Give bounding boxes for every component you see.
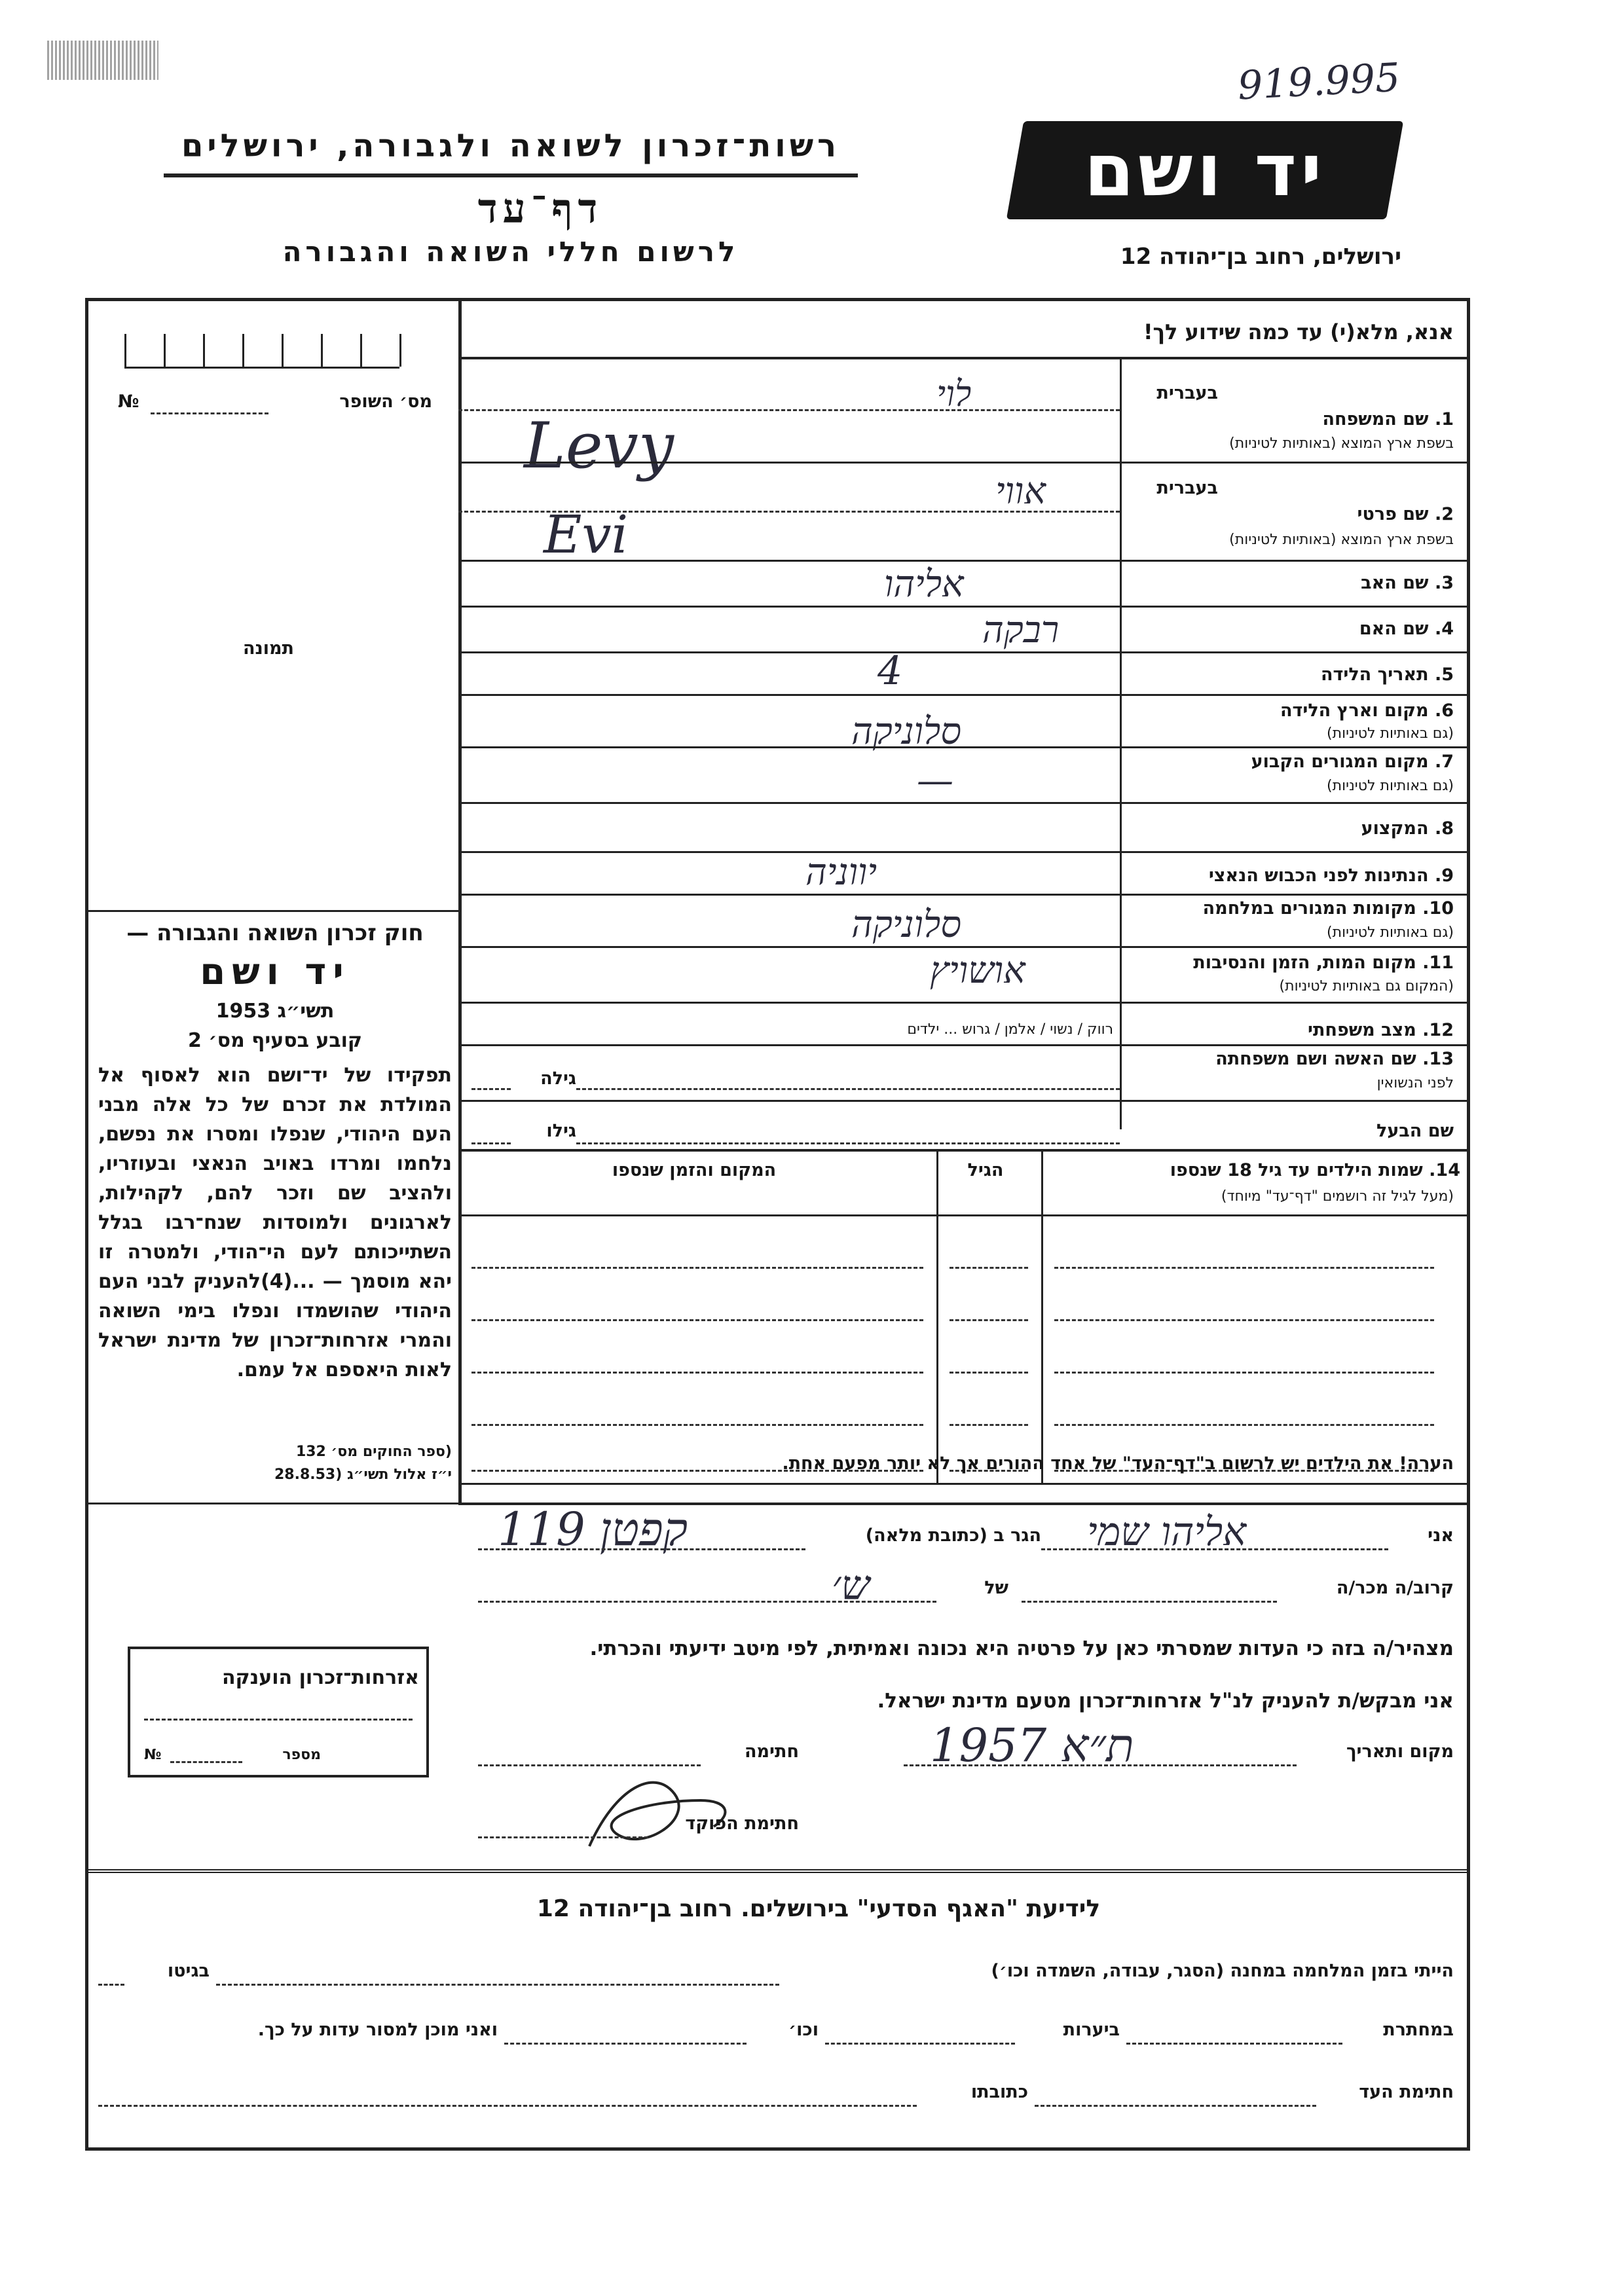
table-row: [950, 1372, 1028, 1374]
place-date-line: [904, 1764, 1297, 1766]
husband-line: [576, 1142, 1120, 1144]
field-13-age-line: [471, 1088, 511, 1090]
field-1-line-a: [458, 409, 1120, 411]
footer-line2-a: במחתרת: [1383, 2020, 1454, 2040]
children-header-line: [458, 1214, 1470, 1216]
footer-line1-end: בגיטו: [167, 1961, 210, 1981]
field-13-sub: לפני הנשואין: [1376, 1075, 1454, 1091]
of-value: ש׳: [832, 1561, 870, 1609]
field-13-line-a: [576, 1088, 1120, 1090]
table-row: [1054, 1319, 1434, 1321]
field-8-line: [458, 851, 1470, 853]
children-place-header: המקום והזמן שנספו: [612, 1160, 777, 1180]
children-note: הערה! את הילדים יש לרשום ב"דף־העד" של אחד ההורים אך לא יותר מפעם אחת.: [782, 1453, 1454, 1474]
form-subtitle: לרשום חללי השואה והגבורה: [282, 236, 739, 268]
table-row: [1054, 1372, 1434, 1374]
left-column-divider: [458, 298, 462, 1503]
field-2-value-latin: Evi: [544, 504, 629, 565]
relative-line: [1022, 1601, 1277, 1603]
footer-line2-c-blank: [504, 2043, 747, 2045]
law-clause: קובע בסעיף מס׳ 2: [187, 1029, 363, 1052]
field-1-lang: בעברית: [1156, 383, 1218, 403]
field-2-label: 2. שם פרטי: [1357, 504, 1454, 524]
citizenship-mark: №: [144, 1747, 162, 1763]
footer-line2-b: ביערות: [1063, 2020, 1120, 2040]
field-9-label: 9. הנתינות לפני הכבוש הנאצי: [1208, 866, 1454, 886]
declarant-name: אליהו שמי: [1087, 1509, 1247, 1555]
law-source: (ספר החוקים מס׳ 132: [295, 1444, 452, 1460]
label-column-divider: [1120, 357, 1122, 1129]
field-3-label: 3. שם האב: [1361, 573, 1454, 593]
field-5-line: [458, 694, 1470, 696]
children-bottom-line: [458, 1483, 1470, 1485]
citizenship-no-line: [170, 1761, 242, 1763]
place-date-label: מקום ותאריך: [1346, 1741, 1454, 1762]
declaration-text: מצהיר/ה בזה כי העדות שמסרתי כאן על פרטיה היא נכונה ואמיתית, לפי מיטב ידיעתי והכרתי.: [589, 1637, 1454, 1660]
table-row: [471, 1372, 923, 1374]
field-11-sub: (המקום גם באותיות לטיניות): [1279, 978, 1454, 994]
field-5-value: 4: [877, 648, 903, 694]
footer-line1: הייתי בזמן המלחמה במחנה (הסגר, עבודה, השמדה וכו׳): [991, 1961, 1454, 1981]
registration-label: מס׳ השופר: [339, 392, 432, 412]
residing-label: הגר ב (כתובת מלאה): [865, 1525, 1041, 1546]
table-row: [1054, 1424, 1434, 1426]
children-col-divider-a: [936, 1149, 938, 1483]
field-10-value: סלוניקה: [851, 903, 962, 946]
field-9-value: יווניה: [805, 851, 877, 894]
of-line: [478, 1601, 936, 1603]
field-2-line-b: [458, 560, 1470, 562]
footer-line3-b: כתובתו: [970, 2082, 1028, 2102]
field-13-age-label: גילה: [540, 1068, 576, 1089]
field-12-label: 12. מצב משפחתי: [1308, 1020, 1454, 1040]
field-10-sub: (גם באותיות לטיניות): [1327, 924, 1454, 941]
field-5-label: 5. תאריך הלידה: [1320, 665, 1454, 685]
citizenship-no-label: מספר: [282, 1747, 321, 1763]
field-7-label: 7. מקום המגורים הקבוע: [1251, 752, 1454, 772]
registration-line: [151, 412, 268, 414]
field-2-line-a: [458, 511, 1120, 513]
field-11-label: 11. מקום המות, הזמן והנסיבות: [1193, 953, 1454, 973]
table-row: [950, 1267, 1028, 1269]
field-7-line: [458, 802, 1470, 804]
table-row: [950, 1424, 1028, 1426]
field-2-sub: בשפת ארץ המוצא (באותיות לטיניות): [1229, 532, 1454, 548]
field-9-line: [458, 894, 1470, 896]
field-6-label: 6. מקום וארץ הלידה: [1280, 701, 1454, 721]
signature-label: חתימה: [744, 1741, 799, 1762]
law-bottom-line: [85, 1503, 458, 1504]
table-row: [1054, 1267, 1434, 1269]
declarant-i-label: אני: [1428, 1525, 1454, 1546]
address: ירושלים, רחוב בן־יהודה 12: [1120, 244, 1401, 270]
children-sub: (מעל לגיל זה רושמים "דף־עד" מיוחד): [1221, 1188, 1454, 1205]
field-11-value: אושויץ: [930, 949, 1025, 992]
footer-line1-end-blank: [98, 1984, 124, 1986]
children-col-divider-b: [1041, 1149, 1043, 1483]
field-1-value-latin: Levy: [524, 409, 674, 483]
field-1-line-b: [458, 462, 1470, 464]
relative-label: קרוב/ה מכר/ה: [1336, 1578, 1454, 1598]
law-top-line: [85, 910, 458, 912]
husband-age-label: גילו: [546, 1121, 576, 1141]
registration-mark: №: [118, 392, 139, 412]
place-date-value: ת״א 1957: [930, 1719, 1134, 1772]
field-1-label: 1. שם המשפחה: [1322, 409, 1454, 429]
footer-line3-b-blank: [98, 2105, 917, 2107]
husband-divider: [458, 1149, 1470, 1152]
children-label: 14. שמות הילדים עד גיל 18 שנספו: [1170, 1160, 1460, 1180]
citizenship-line: [144, 1719, 413, 1721]
table-row: [471, 1319, 923, 1321]
law-name: יד ושם: [200, 951, 350, 993]
field-4-label: 4. שם האם: [1359, 619, 1454, 639]
footer-line1-blank: [216, 1984, 779, 1986]
husband-label: שם הבעל: [1376, 1121, 1454, 1141]
declarant-name-line: [1041, 1548, 1388, 1550]
field-12-line: [458, 1044, 1470, 1046]
footer-line3-a-blank: [1035, 2105, 1316, 2107]
field-8-label: 8. המקצוע: [1361, 818, 1454, 839]
field-6-value: סלוניקה: [851, 710, 962, 753]
field-4-value: רבקה: [982, 609, 1060, 651]
field-13-line: [458, 1100, 1470, 1102]
field-1-sub: בשפת ארץ המוצא (באותיות לטיניות): [1229, 435, 1454, 452]
declarant-address: קפטן 119: [498, 1503, 688, 1556]
archive-number: 919.995: [1236, 54, 1401, 109]
field-6-sub: (גם באותיות לטיניות): [1327, 725, 1454, 742]
field-7-value: —: [917, 759, 953, 802]
field-2-lang: בעברית: [1156, 478, 1218, 498]
citizenship-box-title: אזרחות־זכרון הוענקה: [221, 1666, 419, 1689]
stamp-mark: [47, 41, 158, 80]
yad-vashem-logo: [1006, 121, 1403, 219]
law-text: תפקידו של יד־ושם הוא לאסוף אל המולדת את זכרם של כל אלה מבני העם היהודי, שנפלו ומסרו את נפשם, נלחמו ומרדו באויב הנאצי ובעוזריו, ולהציב שם וזכר להם, לקהילות, לארגונים ולמוסדות שנח־רבו בגלל השתייכותם לעם הי־הודי, ולמטרה זו יהא מוסמך — ...(4)להעניק לבני העם היהודי שהושמדו ונפלו בימי השואה והמרי אזרחות־זכרון של מדינת ישראל לאות היאספם אל עמם.: [98, 1064, 452, 1381]
of-label: של: [984, 1578, 1008, 1598]
table-row: [950, 1319, 1028, 1321]
footer-line2-a-blank: [1126, 2043, 1342, 2045]
footer-line2-b-blank: [825, 2043, 1015, 2045]
instruction-divider: [458, 357, 1470, 359]
field-4-line: [458, 651, 1470, 653]
field-3-value: אליהו: [884, 563, 964, 606]
field-3-line: [458, 606, 1470, 608]
declarant-address-line: [478, 1548, 805, 1550]
logo-text: יד ושם: [1084, 128, 1326, 212]
officer-signature-label: חתימת הפוקד: [685, 1813, 799, 1834]
field-1-value-hebrew: לוי: [936, 373, 972, 414]
form-title: דף־עד: [477, 185, 603, 232]
field-6-line: [458, 746, 1470, 748]
field-2-value-hebrew: אווי: [995, 470, 1046, 513]
law-date: י״ז אלול תשי״ג (28.8.53: [274, 1467, 452, 1483]
field-10-label: 10. מקומות המגורים במלחמה: [1202, 898, 1454, 919]
footer-line2-c: וכו׳: [788, 2020, 819, 2040]
instruction: אנא, מלא(י) עד כמה שידוע לך!: [1143, 319, 1454, 344]
photo-label: תמונה: [242, 638, 295, 659]
footer-line3-a: חתימת העד: [1359, 2082, 1454, 2102]
registration-box: [118, 327, 432, 367]
table-row: [471, 1424, 923, 1426]
footer-heading: לידיעת "האגף הסדעי" בירושלים. רחוב בן־יהודה 12: [536, 1895, 1101, 1922]
table-row: [471, 1267, 923, 1269]
field-12-value: רווק / נשוי / אלמן / גרוש ... ילדים: [907, 1021, 1113, 1038]
field-11-line: [458, 1002, 1470, 1004]
field-10-line: [458, 946, 1470, 948]
law-year: תשי״ג 1953: [215, 1000, 335, 1023]
children-age-header: הגיל: [967, 1160, 1004, 1180]
institution-name: רשות־זכרון לשואה ולגבורה, ירושלים: [181, 128, 841, 164]
institution-underline: [164, 173, 858, 177]
field-7-sub: (גם באותיות לטיניות): [1327, 778, 1454, 794]
husband-age-line: [471, 1142, 511, 1144]
officer-signature-line: [478, 1836, 648, 1838]
footer-divider: [85, 1869, 1470, 1873]
footer-line2-d: ואני מוכן למסור עדות על כך.: [257, 2020, 498, 2040]
field-13-label: 13. שם האשה ושם משפחתה: [1215, 1049, 1454, 1069]
law-title: חוק זכרון השואה והגבורה —: [126, 920, 424, 946]
request-text: אני מבקש/ת להעניק לנ"ל אזרחות־זכרון מטעם מדינת ישראל.: [877, 1689, 1454, 1713]
